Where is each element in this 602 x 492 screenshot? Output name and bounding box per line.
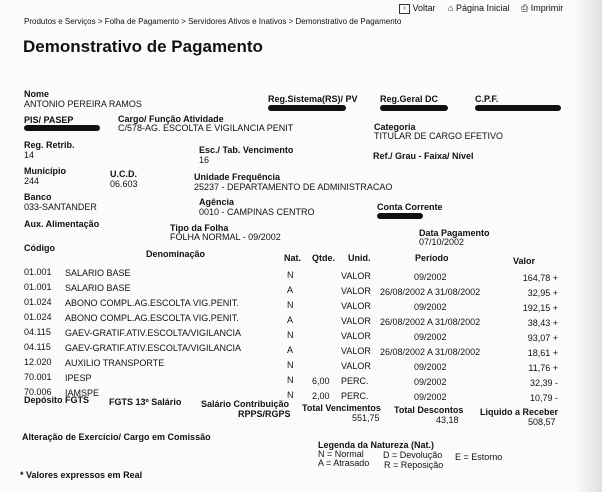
municipio-value: 244 — [24, 176, 40, 186]
cell-qtde: 6,00 — [312, 375, 330, 386]
cell-valor: 38,43 + — [527, 318, 558, 328]
cargo-value: C/578-AG. ESCOLTA E VIGILANCIA PENIT — [118, 123, 294, 133]
cell-valor: 32,39 - — [529, 378, 558, 388]
cell-unid: VALOR — [341, 346, 371, 357]
cell-denominacao: ABONO COMPL.AG.ESCOLTA VIG.PENIT. — [65, 312, 239, 323]
print-icon: ⎙ — [521, 3, 529, 13]
cell-codigo: 01.001 — [24, 282, 52, 293]
unidade-label: Unidade Frequência — [194, 172, 281, 182]
cell-unid: VALOR — [341, 316, 371, 327]
cell-periodo: 09/2002 — [414, 391, 447, 402]
redacted-conta — [377, 213, 423, 219]
cargo-label: Cargo/ Função Atividade — [118, 114, 224, 124]
nome-label: Nome — [24, 89, 50, 99]
col-unid: Unid. — [348, 253, 371, 263]
cell-unid: PERC. — [341, 391, 369, 402]
col-valor: Valor — [513, 256, 536, 266]
cell-denominacao: SALARIO BASE — [65, 282, 131, 293]
categoria-value: TITULAR DE CARGO EFETIVO — [374, 131, 504, 141]
legenda-r: R = Reposição — [384, 460, 444, 470]
ucd-label: U.C.D. — [110, 169, 137, 179]
redacted-reg-sistema — [268, 105, 346, 111]
cell-codigo: 70.006 — [24, 387, 52, 398]
cell-periodo: 09/2002 — [414, 376, 447, 387]
pis-label: PIS/ PASEP — [24, 115, 74, 125]
agencia-value: 0010 - CAMPINAS CENTRO — [199, 207, 315, 217]
banco-label: Banco — [24, 192, 52, 202]
rpps-label: RPPS/RGPS — [238, 409, 291, 419]
cell-codigo: 01.024 — [24, 297, 52, 308]
col-nat: Nat. — [284, 253, 302, 263]
legenda-a: A = Atrasado — [318, 458, 370, 468]
cell-valor: 18,61 + — [527, 348, 558, 358]
fgts13-label: FGTS 13º Salário — [109, 397, 182, 407]
tipo-folha-value: FOLHA NORMAL - 09/2002 — [170, 232, 281, 242]
cell-qtde: 2,00 — [312, 390, 330, 401]
cell-periodo: 09/2002 — [414, 301, 447, 312]
total-desc-label: Total Descontos — [394, 405, 464, 415]
banco-value: 033-SANTANDER — [24, 202, 97, 212]
cell-periodo: 26/08/2002 A 31/08/2002 — [380, 346, 481, 357]
data-pag-label: Data Pagamento — [419, 228, 490, 238]
home-icon: ⌂ — [448, 3, 454, 13]
cell-nat: A — [287, 315, 294, 326]
cell-denominacao: SALARIO BASE — [65, 267, 131, 278]
total-desc-value: 43,18 — [436, 415, 459, 425]
liquido-label: Liquido a Receber — [480, 407, 559, 417]
cell-unid: VALOR — [341, 361, 371, 372]
cell-valor: 192,15 + — [522, 303, 558, 313]
col-qtde: Qtde. — [312, 253, 336, 263]
legenda-d: D = Devolução — [383, 450, 443, 460]
cell-periodo: 26/08/2002 A 31/08/2002 — [380, 286, 481, 297]
cell-unid: PERC. — [341, 376, 369, 387]
cell-codigo: 70.001 — [24, 372, 52, 383]
agencia-label: Agência — [199, 197, 235, 207]
legenda-e: E = Estorno — [455, 452, 503, 462]
cell-codigo: 01.024 — [24, 312, 52, 323]
esc-tab-label: Esc./ Tab. Vencimento — [199, 145, 294, 155]
deposito-fgts-label: Depósito FGTS — [24, 395, 89, 405]
reg-sistema-label: Reg.Sistema(RS)/ PV — [268, 94, 358, 104]
page-title: Demonstrativo de Pagamento — [23, 37, 263, 56]
cell-valor: 32,95 + — [527, 288, 558, 298]
cell-codigo: 04.115 — [24, 327, 51, 338]
col-denominacao: Denominação — [146, 249, 206, 259]
cell-valor: 11,76 + — [528, 363, 558, 373]
cell-periodo: 09/2002 — [414, 361, 447, 372]
aux-alim-label: Aux. Alimentação — [24, 219, 100, 229]
cell-valor: 93,07 + — [527, 333, 558, 343]
breadcrumb: Produtos e Serviços > Folha de Pagamento > Servidores Ativos e Inativos > Demonstrativo de Pagamento — [24, 17, 402, 26]
nome-value: ANTONIO PEREIRA RAMOS — [24, 99, 142, 109]
cell-nat: A — [287, 285, 294, 296]
legenda-n: N = Normal — [318, 449, 364, 459]
home-link[interactable]: ⌂ Página Inicial — [448, 3, 510, 13]
ucd-value: 06.603 — [110, 179, 138, 189]
cell-valor: 164,78 + — [522, 273, 558, 283]
cell-denominacao: IPESP — [65, 372, 92, 383]
cell-codigo: 04.115 — [24, 342, 51, 353]
cell-periodo: 09/2002 — [414, 331, 447, 342]
conta-label: Conta Corrente — [377, 202, 443, 212]
nota-real: * Valores expressos em Real — [20, 470, 143, 480]
cpf-label: C.P.F. — [475, 94, 499, 104]
cell-denominacao: AUXILIO TRANSPORTE — [65, 357, 165, 368]
cell-nat: N — [287, 390, 294, 401]
cell-denominacao: ABONO COMPL.AG.ESCOLTA VIG.PENIT. — [65, 297, 239, 308]
back-icon: ‹ — [399, 4, 410, 14]
cell-unid: VALOR — [341, 301, 371, 312]
cell-codigo: 01.001 — [24, 267, 52, 278]
col-codigo: Código — [24, 243, 55, 253]
ref-grau-label: Ref./ Grau - Faixa/ Nível — [373, 151, 474, 161]
cell-periodo: 09/2002 — [414, 271, 447, 282]
sal-contrib-label: Salário Contribuição — [201, 399, 290, 409]
legenda-title: Legenda da Natureza (Nat.) — [318, 440, 435, 450]
cell-nat: N — [287, 300, 294, 311]
cell-nat: A — [287, 345, 294, 356]
cell-nat: N — [287, 360, 294, 371]
reg-retrib-value: 14 — [24, 150, 35, 160]
cell-periodo: 26/08/2002 A 31/08/2002 — [380, 316, 481, 327]
cell-denominacao: GAEV-GRATIF.ATIV.ESCOLTA/VIGILANCIA — [65, 327, 242, 338]
cell-codigo: 12.020 — [24, 357, 52, 368]
cell-denominacao: GAEV-GRATIF.ATIV.ESCOLTA/VIGILANCIA — [65, 342, 242, 353]
scan-edge-shadow — [576, 0, 602, 492]
col-periodo: Período — [415, 253, 449, 263]
cell-nat: N — [287, 330, 294, 341]
cell-valor: 10,79 - — [529, 393, 558, 403]
liquido-value: 508,57 — [528, 417, 556, 427]
municipio-label: Município — [24, 166, 66, 176]
cell-denominacao: IAMSPE — [65, 387, 100, 398]
reg-retrib-label: Reg. Retrib. — [24, 140, 75, 150]
data-pag-value: 07/10/2002 — [419, 237, 465, 247]
categoria-label: Categoria — [374, 122, 416, 132]
back-link[interactable]: ‹ Voltar — [399, 3, 436, 14]
total-venc-value: 551,75 — [352, 413, 380, 423]
redacted-pis — [24, 125, 100, 131]
unidade-value: 25237 - DEPARTAMENTO DE ADMINISTRACAO — [194, 182, 393, 192]
alteracao-label: Alteração de Exercício/ Cargo em Comissão — [22, 432, 211, 442]
tipo-folha-label: Tipo da Folha — [170, 223, 229, 233]
cell-nat: N — [287, 270, 294, 281]
esc-tab-value: 16 — [199, 155, 210, 165]
total-venc-label: Total Vencimentos — [302, 403, 381, 413]
redacted-reg-geral — [380, 105, 448, 111]
reg-geral-label: Reg.Geral DC — [380, 94, 439, 104]
redacted-cpf — [475, 105, 561, 111]
cell-unid: VALOR — [341, 331, 371, 342]
cell-unid: VALOR — [341, 286, 371, 297]
print-link[interactable]: ⎙ Imprimir — [521, 3, 564, 13]
cell-unid: VALOR — [341, 271, 371, 282]
cell-nat: N — [287, 375, 294, 386]
